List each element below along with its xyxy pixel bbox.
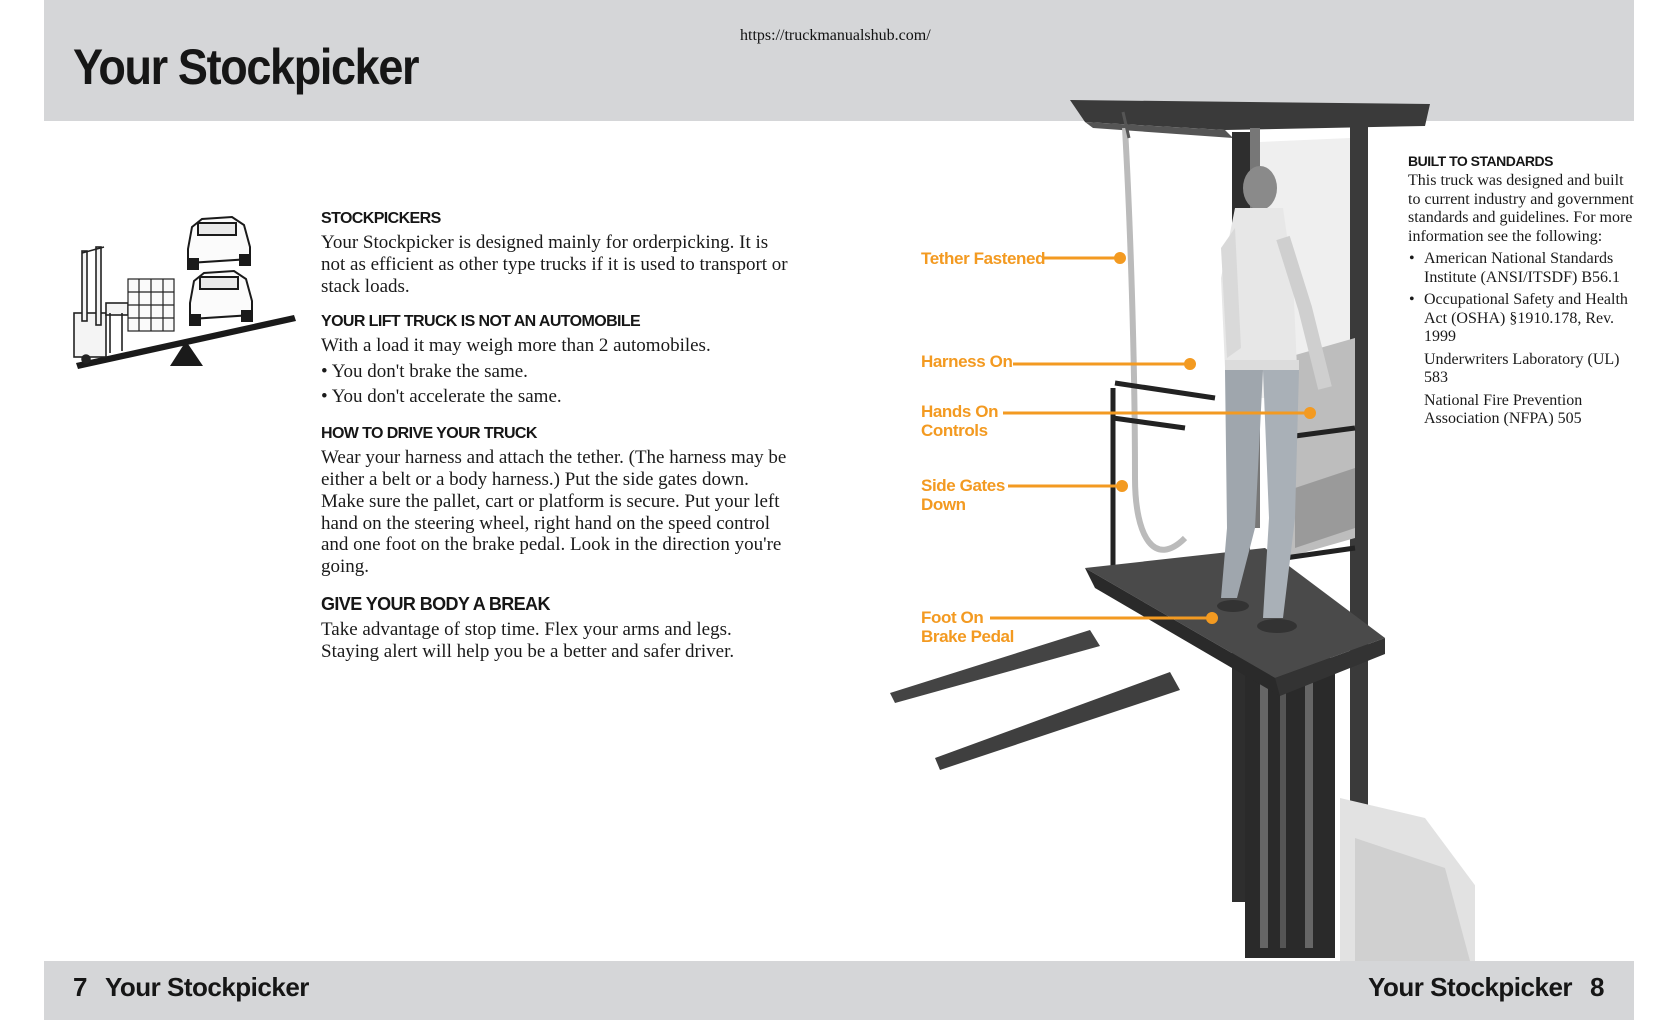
section-how-to-drive <box>321 425 791 578</box>
callout-text: Brake Pedal <box>921 627 1014 646</box>
callout-text: Down <box>921 495 966 514</box>
standards-list <box>1408 250 1636 429</box>
section-body: Your Stockpicker is designed mainly for orderpicking. It is not as efficient as other type trucks if it is used to transport or stack loads. <box>321 232 788 297</box>
callout-hands-on-controls <box>921 402 998 440</box>
footer-right <box>1368 972 1604 1003</box>
callout-harness-on <box>921 352 1012 371</box>
standards-item-text: American National Standards Institute (ANSI/ITSDF) B56.1 <box>1424 250 1620 286</box>
built-to-standards <box>1408 153 1636 433</box>
callout-foot-on-brake-pedal <box>921 608 1014 646</box>
section-heading: STOCKPICKERS <box>321 210 441 227</box>
seesaw-illustration <box>70 203 300 373</box>
standards-item: • American National Standards Institute (ANSI/ITSDF) B56.1 <box>1409 250 1620 286</box>
callout-text: Hands On <box>921 402 999 421</box>
callout-side-gates-down <box>921 476 1005 514</box>
section-body-break <box>321 594 791 663</box>
callout-tether-fastened <box>921 249 1045 268</box>
section-heading: HOW TO DRIVE YOUR TRUCK <box>321 425 537 443</box>
standards-item: • Occupational Safety and Health Act (OSHA) §1910.178, Rev. 1999 <box>1409 291 1628 345</box>
footer-title-left: Your Stockpicker <box>104 972 309 1002</box>
callout-text: Tether Fastened <box>921 249 1046 268</box>
standards-intro: This truck was designed and built to current industry and government standards and guidelines. For more information see the following: <box>1408 172 1634 245</box>
page-title: Your Stockpicker <box>73 39 419 95</box>
section-stockpickers <box>321 210 791 297</box>
section-heading: GIVE YOUR BODY A BREAK <box>321 593 550 614</box>
callout-text: Side Gates <box>921 476 1005 495</box>
standards-item <box>1408 351 1636 388</box>
standards-item-text: National Fire Prevention Association (NFPA) 505 <box>1424 391 1583 427</box>
callout-text: Controls <box>921 421 988 440</box>
section-body: Take advantage of stop time. Flex your arms and legs. Staying alert will help you be a better and safer driver. <box>321 618 735 662</box>
standards-heading: BUILT TO STANDARDS <box>1408 153 1553 169</box>
bullet-item: • You don't brake the same. <box>321 361 528 383</box>
footer-left <box>73 972 309 1003</box>
callout-text: Foot On <box>921 608 984 627</box>
section-heading: YOUR LIFT TRUCK IS NOT AN AUTOMOBILE <box>321 313 641 331</box>
main-content <box>321 210 791 679</box>
standards-item-text: Underwriters Laboratory (UL) 583 <box>1424 350 1620 386</box>
source-url[interactable]: https://truckmanualshub.com/ <box>740 27 931 44</box>
bullet-item: • You don't accelerate the same. <box>321 386 562 408</box>
section-not-automobile <box>321 313 791 409</box>
page-number-left: 7 <box>73 972 87 1002</box>
section-body: With a load it may weigh more than 2 automobiles. <box>321 335 711 357</box>
footer-title-right: Your Stockpicker <box>1368 972 1573 1002</box>
standards-item <box>1408 392 1636 429</box>
page-number-right: 8 <box>1590 972 1604 1002</box>
standards-item-text: Occupational Safety and Health Act (OSHA) §1910.178, Rev. 1999 <box>1424 291 1628 345</box>
stockpicker-truck-illustration <box>885 98 1475 961</box>
callout-text: Harness On <box>921 352 1013 371</box>
section-body: Wear your harness and attach the tether. (The harness may be either a belt or a body harness.) Put the side gates down. Make sure the pallet, cart or platform is secure. Put your left hand on the steering wheel, right hand on the speed control and one foot on the brake pedal. Look in the direction you're going. <box>321 447 787 578</box>
